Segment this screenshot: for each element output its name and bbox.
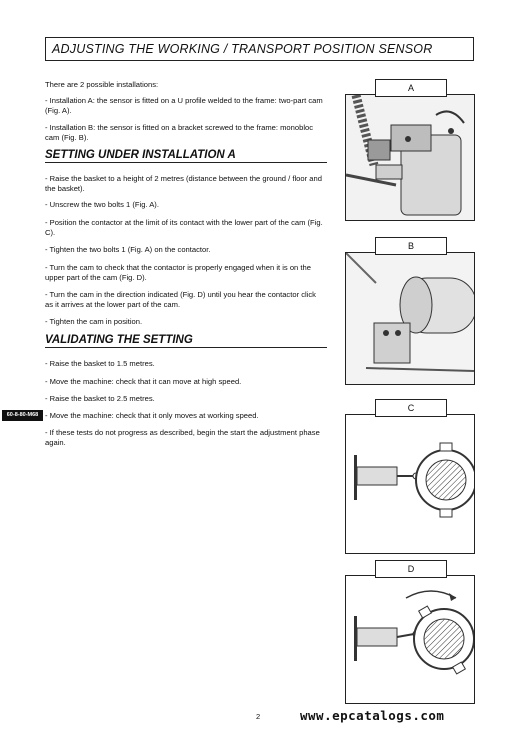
watermark-url: www.epcatalogs.com: [300, 708, 445, 723]
validating-step: - Raise the basket to 1.5 metres.: [45, 359, 155, 368]
installation-a-text: - Installation A: the sensor is fitted on a U profile welded to the frame: two-part cam (Fig. A).: [45, 96, 323, 115]
setting-step: - Turn the cam to check that the contactor is properly engaged when it is on the upper part of the cam (Fig. D).: [45, 263, 311, 282]
figure-c-illustration: [346, 415, 474, 553]
installation-b-text: - Installation B: the sensor is fitted on a bracket screwed to the frame: monobloc cam (Fig. B).: [45, 123, 314, 142]
side-reference-tag: 60-8-80-M68: [2, 410, 43, 421]
figure-a-illustration: [346, 95, 474, 220]
setting-step: - Tighten the cam in position.: [45, 317, 143, 326]
figure-b-photo: [345, 252, 475, 385]
section-title-box: [45, 37, 474, 61]
figure-b-illustration: [346, 253, 474, 384]
setting-step: - Position the contactor at the limit of its contact with the lower part of the cam (Fig. C).: [45, 218, 323, 237]
validating-heading: VALIDATING THE SETTING: [45, 334, 327, 348]
figure-b-label: B: [375, 237, 447, 255]
setting-step: - Turn the cam in the direction indicated (Fig. D) until you hear the contactor click as it arrives at the lower part of the cam.: [45, 290, 316, 309]
section-title: ADJUSTING THE WORKING / TRANSPORT POSITION SENSOR: [52, 42, 433, 56]
validating-step: - Move the machine: check that it only moves at working speed.: [45, 411, 259, 420]
setting-step: - Tighten the two bolts 1 (Fig. A) on the contactor.: [45, 245, 211, 254]
intro-text: There are 2 possible installations:: [45, 80, 159, 89]
setting-step: - Unscrew the two bolts 1 (Fig. A).: [45, 200, 159, 209]
figure-a-label: A: [375, 79, 447, 97]
setting-step: - Raise the basket to a height of 2 metres (distance between the ground / floor and the basket).: [45, 174, 322, 193]
validating-step: - Move the machine: check that it can move at high speed.: [45, 377, 242, 386]
figure-d-drawing: [345, 575, 475, 704]
validating-step: - If these tests do not progress as described, begin the start the adjustment phase again.: [45, 428, 320, 447]
figure-a-photo: [345, 94, 475, 221]
validating-step: - Raise the basket to 2.5 metres.: [45, 394, 155, 403]
figure-d-illustration: [346, 576, 474, 703]
page-number: 2: [256, 712, 261, 721]
figure-d-label: D: [375, 560, 447, 578]
figure-c-label: C: [375, 399, 447, 417]
setting-heading: SETTING UNDER INSTALLATION A: [45, 149, 327, 163]
figure-c-drawing: [345, 414, 475, 554]
